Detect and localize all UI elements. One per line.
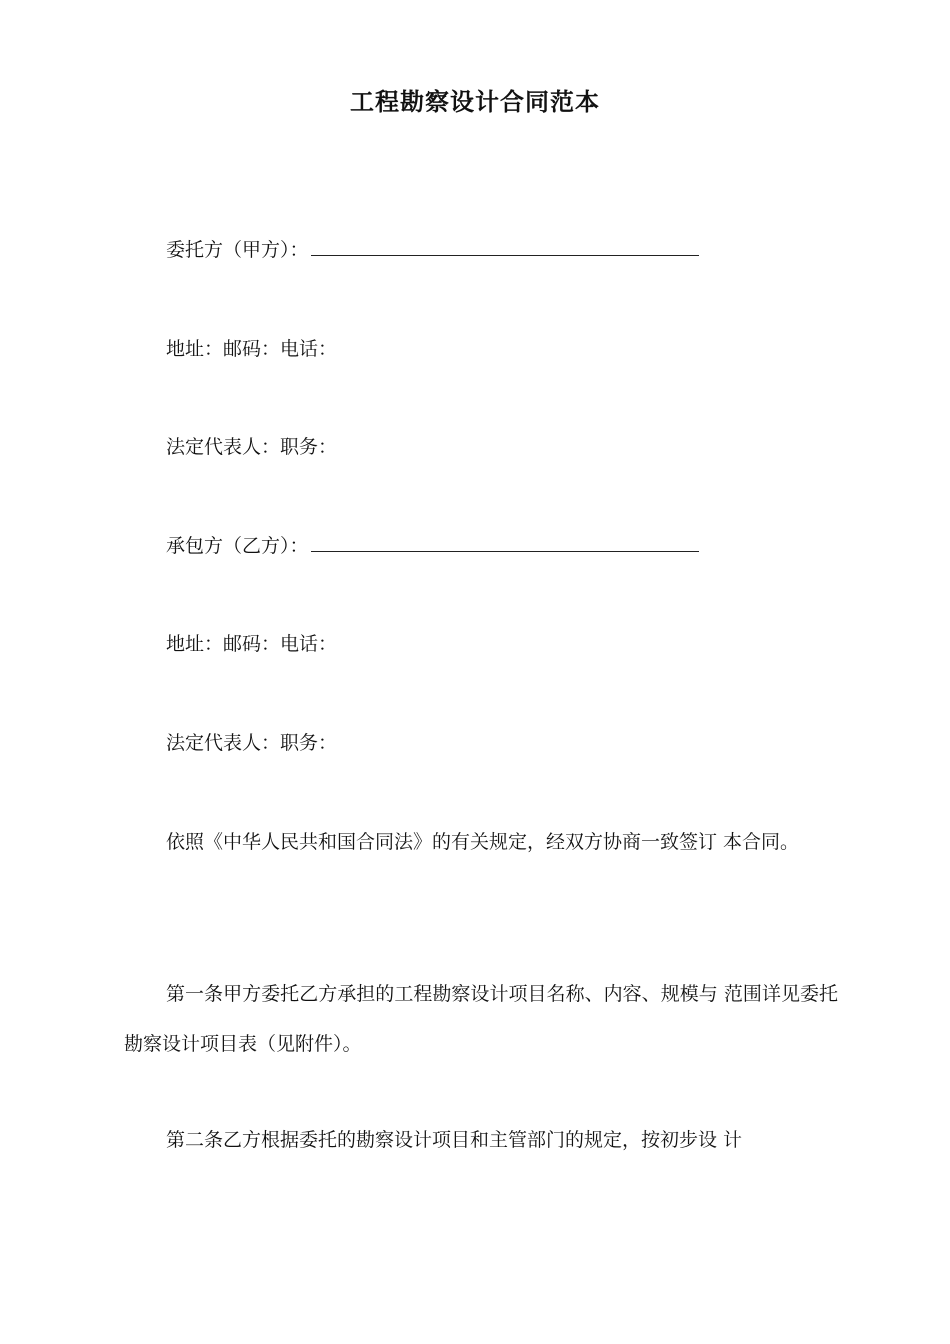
paragraph-article-1: 第一条甲方委托乙方承担的工程勘察设计项目名称、内容、规模与 范围详见委托勘察设计项目表（见附件）。 bbox=[124, 983, 838, 1055]
party-b-line bbox=[166, 532, 699, 560]
party-a-label: 委托方（甲方）： bbox=[166, 239, 309, 261]
party-b-representative: 法定代表人：职务： bbox=[166, 732, 338, 754]
party-a-address: 地址：邮码：电话： bbox=[166, 338, 338, 360]
party-b-blank-field bbox=[311, 533, 699, 552]
party-b-label: 承包方（乙方）： bbox=[166, 535, 309, 557]
paragraph-article-2: 第二条乙方根据委托的勘察设计项目和主管部门的规定，按初步设 计 bbox=[166, 1129, 743, 1151]
party-a-line bbox=[166, 236, 699, 264]
party-b-address: 地址：邮码：电话： bbox=[166, 633, 338, 655]
party-a-blank-field bbox=[311, 237, 699, 256]
party-a-representative: 法定代表人：职务： bbox=[166, 436, 338, 458]
paragraph-basis: 依照《中华人民共和国合同法》的有关规定，经双方协商一致签订 本合同。 bbox=[166, 831, 800, 853]
document-title: 工程勘察设计合同范本 bbox=[350, 88, 600, 116]
